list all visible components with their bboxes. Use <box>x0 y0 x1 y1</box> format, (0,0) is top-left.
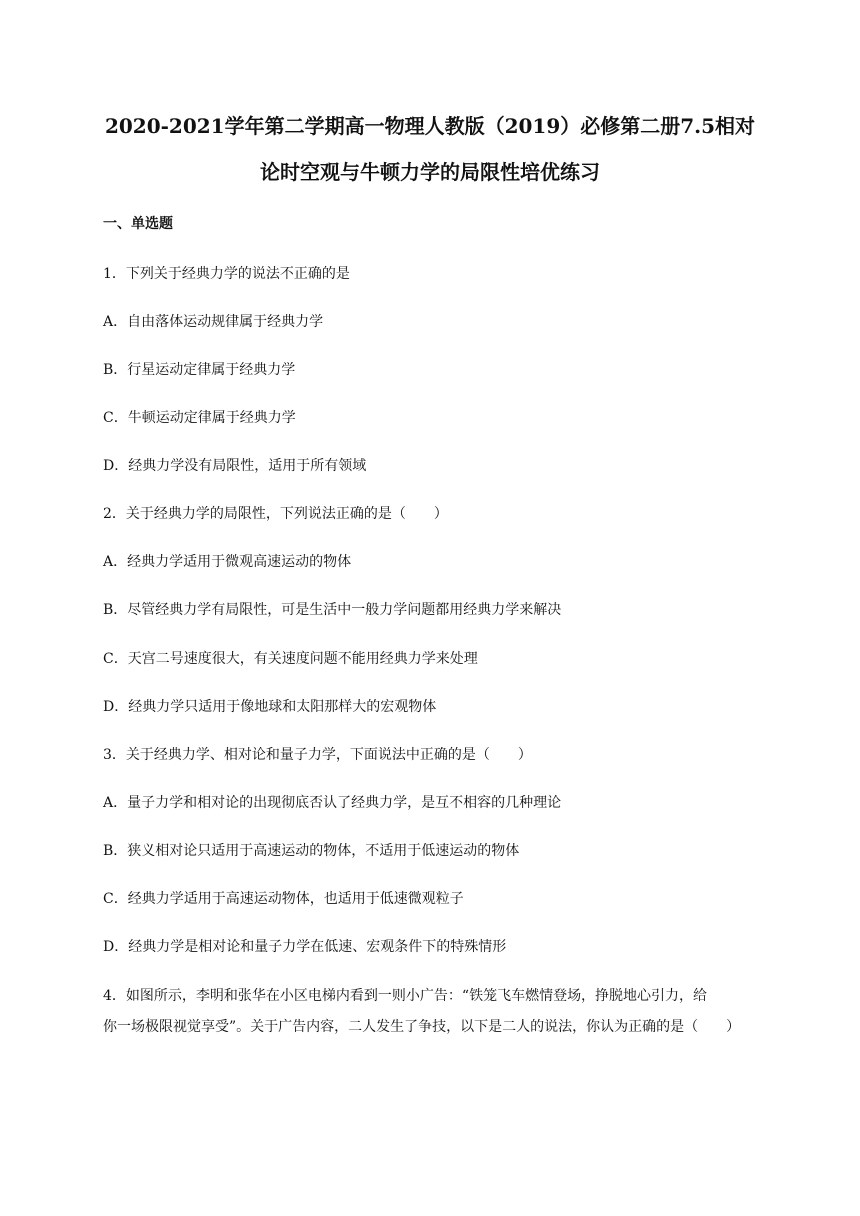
question-2-option-a: A．经典力学适用于微观高速运动的物体 <box>103 554 352 570</box>
question-4-stem-line-2: 你一场极限视觉享受”。关于广告内容，二人发生了争技，以下是二人的说法，你认为正确的是（ ） <box>103 1019 741 1035</box>
question-4-stem-line-1: 4．如图所示，李明和张华在小区电梯内看到一则小广告：“铁笼飞车燃情登场，挣脱地心引力，给 <box>103 988 708 1004</box>
question-3-option-a: A．量子力学和相对论的出现彻底否认了经典力学，是互不相容的几种理论 <box>103 795 562 811</box>
section-heading: 一、单选题 <box>103 216 173 232</box>
question-1-stem: 1．下列关于经典力学的说法不正确的是 <box>103 266 350 282</box>
document-title-line-1: 2020-2021学年第二学期高一物理人教版（2019）必修第二册7.5相对 <box>104 114 756 138</box>
question-1-option-a: A．自由落体运动规律属于经典力学 <box>103 314 324 330</box>
question-2-option-c: C．天宫二号速度很大，有关速度问题不能用经典力学来处理 <box>103 651 478 667</box>
question-3-option-d: D．经典力学是相对论和量子力学在低速、宏观条件下的特殊情形 <box>103 939 507 955</box>
question-3-option-c: C．经典力学适用于高速运动物体，也适用于低速微观粒子 <box>103 891 464 907</box>
question-1-option-d: D．经典力学没有局限性，适用于所有领域 <box>103 458 367 474</box>
question-2-option-d: D．经典力学只适用于像地球和太阳那样大的宏观物体 <box>103 699 437 715</box>
question-1-option-b: B．行星运动定律属于经典力学 <box>103 362 296 378</box>
question-2-stem: 2．关于经典力学的局限性，下列说法正确的是（ ） <box>103 506 448 522</box>
question-3-stem: 3．关于经典力学、相对论和量子力学，下面说法中正确的是（ ） <box>103 747 532 763</box>
question-1-option-c: C．牛顿运动定律属于经典力学 <box>103 410 296 426</box>
question-3-option-b: B．狭义相对论只适用于高速运动的物体，不适用于低速运动的物体 <box>103 843 520 859</box>
question-2-option-b: B．尽管经典力学有局限性，可是生活中一般力学问题都用经典力学来解决 <box>103 602 562 618</box>
document-title-line-2: 论时空观与牛顿力学的局限性培优练习 <box>260 160 600 184</box>
